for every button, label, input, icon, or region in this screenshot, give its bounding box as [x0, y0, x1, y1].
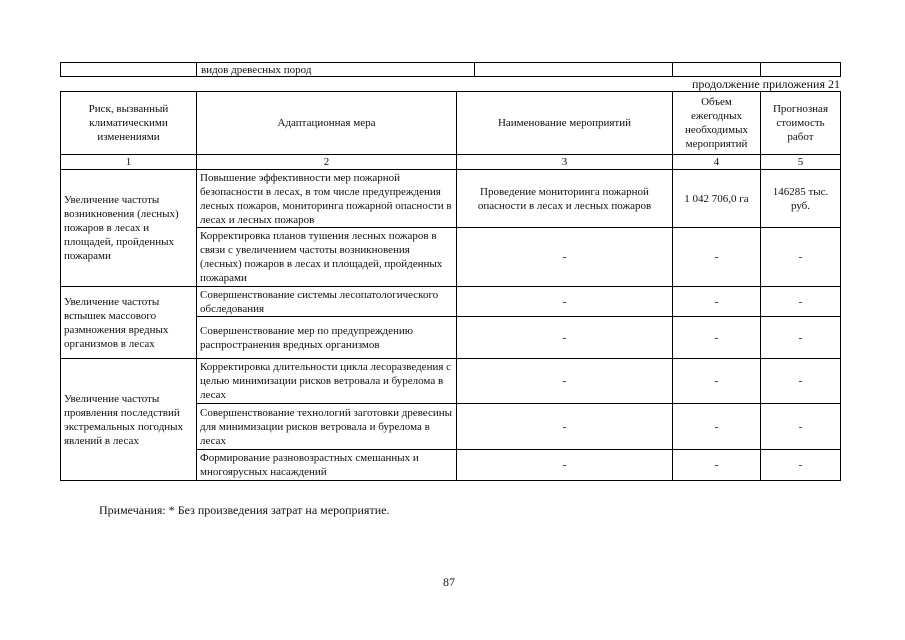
event-cell: -: [457, 287, 673, 317]
event-cell: -: [457, 404, 673, 450]
measure-cell: Совершенствование системы лесопатологического обследования: [197, 287, 457, 317]
page-number: 87: [443, 575, 455, 589]
adaptation-measures-table: [60, 91, 841, 481]
fragment-cell-volume: [673, 63, 761, 77]
previous-page-fragment-row: [60, 62, 841, 77]
risk-cell: Увеличение частоты возникновения (лесных) пожаров в лесах и площадей, пройденных пожарами: [61, 170, 197, 287]
column-number: 4: [673, 155, 761, 170]
fragment-cell-event: [475, 63, 673, 77]
volume-cell: -: [673, 317, 761, 359]
measure-cell: Совершенствование мер по предупреждению распространения вредных организмов: [197, 317, 457, 359]
event-cell: -: [457, 450, 673, 481]
event-cell: -: [457, 317, 673, 359]
cost-cell: 146285 тыс. руб.: [761, 170, 841, 228]
column-number: 3: [457, 155, 673, 170]
column-number-row: [61, 155, 841, 170]
cost-cell: -: [761, 287, 841, 317]
measure-cell: Повышение эффективности мер пожарной безопасности в лесах, в том числе предупреждения лесных пожаров, мониторинга пожарной опасности в лесах и лесных пожаров: [197, 170, 457, 228]
table-row: [61, 170, 841, 228]
header-volume: Объем ежегодных необходимых мероприятий: [673, 92, 761, 155]
header-event: Наименование мероприятий: [457, 92, 673, 155]
cost-cell: -: [761, 450, 841, 481]
risk-cell: Увеличение частоты проявления последствий экстремальных погодных явлений в лесах: [61, 359, 197, 481]
header-cost: Прогнозная стоимость работ: [761, 92, 841, 155]
measure-cell: Совершенствование технологий заготовки древесины для минимизации рисков ветровала и бурелома в лесах: [197, 404, 457, 450]
event-cell: -: [457, 359, 673, 404]
fragment-cell-risk: [61, 63, 197, 77]
column-number: 2: [197, 155, 457, 170]
header-risk: Риск, вызванный климатическими изменениями: [61, 92, 197, 155]
volume-cell: -: [673, 359, 761, 404]
volume-cell: -: [673, 287, 761, 317]
footnote: Примечания: * Без произведения затрат на мероприятие.: [99, 503, 390, 517]
fragment-cell-measure: видов древесных пород: [197, 63, 475, 77]
cost-cell: -: [761, 228, 841, 287]
continuation-label: продолжение приложения 21: [692, 77, 840, 91]
table-row: [61, 359, 841, 404]
volume-cell: -: [673, 228, 761, 287]
volume-cell: -: [673, 450, 761, 481]
event-cell: -: [457, 228, 673, 287]
volume-cell: -: [673, 404, 761, 450]
event-cell: Проведение мониторинга пожарной опасности в лесах и лесных пожаров: [457, 170, 673, 228]
table-row: [61, 287, 841, 317]
table-header-row: [61, 92, 841, 155]
cost-cell: -: [761, 404, 841, 450]
measure-cell: Корректировка длительности цикла лесоразведения с целью минимизации рисков ветровала и бурелома в лесах: [197, 359, 457, 404]
header-measure: Адаптационная мера: [197, 92, 457, 155]
column-number: 5: [761, 155, 841, 170]
fragment-cell-cost: [761, 63, 841, 77]
risk-cell: Увеличение частоты вспышек массового размножения вредных организмов в лесах: [61, 287, 197, 359]
volume-cell: 1 042 706,0 га: [673, 170, 761, 228]
measure-cell: Корректировка планов тушения лесных пожаров в связи с увеличением частоты возникновения (лесных) пожаров в лесах и площадей, пройденных пожарами: [197, 228, 457, 287]
cost-cell: -: [761, 317, 841, 359]
column-number: 1: [61, 155, 197, 170]
measure-cell: Формирование разновозрастных смешанных и многоярусных насаждений: [197, 450, 457, 481]
cost-cell: -: [761, 359, 841, 404]
